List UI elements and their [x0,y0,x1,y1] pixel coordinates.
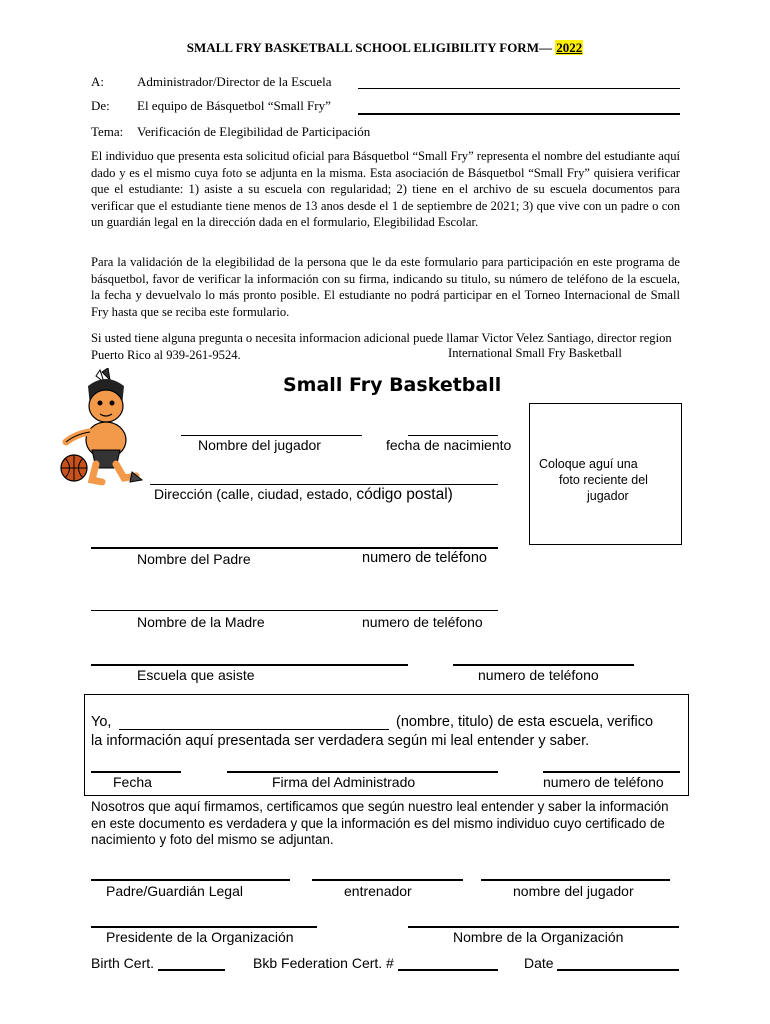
form-title: SMALL FRY BASKETBALL SCHOOL ELIGIBILITY FORM— 2022 [186,40,583,55]
school-label: Escuela que asiste [137,667,255,683]
form-year: 2022 [556,40,583,55]
mascot-drawing [58,368,154,488]
admin-date-label: Fecha [113,774,152,790]
coach-label: entrenador [344,883,412,899]
admin-name-line[interactable] [119,729,389,730]
admin-signature-line[interactable] [227,771,498,773]
to-field-line[interactable] [358,88,680,89]
birth-date-line[interactable] [408,435,498,436]
president-line[interactable] [91,926,317,928]
father-line[interactable] [91,547,498,549]
admin-signature-label: Firma del Administrado [272,774,416,790]
father-label: Nombre del Padre [137,551,251,567]
admin-phone-label: numero de teléfono [543,774,664,790]
mother-line[interactable] [91,610,498,611]
certification-text: Nosotros que aquí firmamos, certificamos que según nuestro leal entender y saber la información en este documento es verdadera y que la información es del mismo individuo cuyo certificado de nacimiento y foto del mismo se adjuntan. [91,799,669,847]
birth-cert-label: Birth Cert. [91,955,155,971]
admin-name-title: (nombre, titulo) de esta escuela, verifico [396,714,654,730]
admin-phone-line[interactable] [543,771,680,773]
basketball-mascot-icon [58,368,154,488]
admin-yo: Yo, [91,714,112,730]
father-phone-label: numero de teléfono [362,550,487,566]
coach-line[interactable] [312,879,463,881]
subject-label: Tema: [91,124,124,139]
player-name-line[interactable] [181,435,362,436]
contact-paragraph: Si usted tiene alguna pregunta o necesita informacion adicional puede llamar Victor Velez Santiago, director region Puerto Rico al 939-261-9524. [91,331,672,362]
admin-date-line[interactable] [91,771,181,773]
from-text: El equipo de Básquetbol “Small Fry” [137,98,331,113]
president-label: Presidente de la Organización [106,929,294,945]
validation-paragraph: Para la validación de la elegibilidad de la persona que le da este formulario para participación en este programa de básquetbol, favor de verificar la información con su firma, indicando su titulo, su número de teléfono de la escuela, la fecha y devuelvalo lo más pronto posible. El estudiante no podrá participar en el Torneo Internacional de Small Fry hasta que se reciba este formulario. [91,255,680,319]
from-label: De: [91,98,110,113]
birth-date-label: fecha de nacimiento [386,437,512,453]
org-name-label: Nombre de la Organización [453,929,624,945]
date-label: Date [524,955,554,971]
photo-instructions: Coloque aguí una foto reciente del jugador [539,457,648,503]
to-label: A: [91,74,104,89]
school-phone-line[interactable] [453,664,634,666]
subject-text: Verificación de Elegibilidad de Participación [137,124,371,139]
admin-statement: la información aquí presentada ser verdadera según mi leal entender y saber. [91,733,590,749]
player-sign-line[interactable] [481,879,670,881]
org-name-line[interactable] [408,926,679,928]
address-label: Dirección (calle, ciudad, estado, código postal) [154,486,453,503]
mother-label: Nombre de la Madre [137,614,265,630]
from-field-line [358,113,680,115]
player-section-heading: Small Fry Basketball [283,374,502,396]
to-text: Administrador/Director de la Escuela [137,74,332,89]
player-name-label: Nombre del jugador [198,437,321,453]
school-phone-label: numero de teléfono [478,667,599,683]
mother-phone-label: numero de teléfono [362,614,483,630]
intro-paragraph: El individuo que presenta esta solicitud oficial para Básquetbol “Small Fry” representa el nombre del estudiante aquí dado y es el mismo cuya foto se adjunta en la misma. Esta asociación de Básquetbol “Small Fry” quisiera verificar que el estudiante: 1) asiste a su escuela con regularidad; 2) tiene en el archivo de su escuela documentos para verificar que el estudiante tiene menos de 13 anos desde el 1 de septiembre de 2021; 3) que vive con un padre o con un guardián legal en la dirección dada en el formulario, Elegibilidad Escolar. [91,149,680,229]
bkb-cert-line[interactable] [398,969,498,971]
guardian-label: Padre/Guardián Legal [106,883,243,899]
birth-cert-line[interactable] [158,969,225,971]
school-line[interactable] [91,664,408,666]
guardian-line[interactable] [91,879,290,881]
bkb-cert-label: Bkb Federation Cert. # [253,955,394,971]
org-signature: International Small Fry Basketball [444,346,622,361]
address-line[interactable] [150,484,498,485]
player-sign-label: nombre del jugador [513,883,634,899]
date-line[interactable] [557,969,679,971]
